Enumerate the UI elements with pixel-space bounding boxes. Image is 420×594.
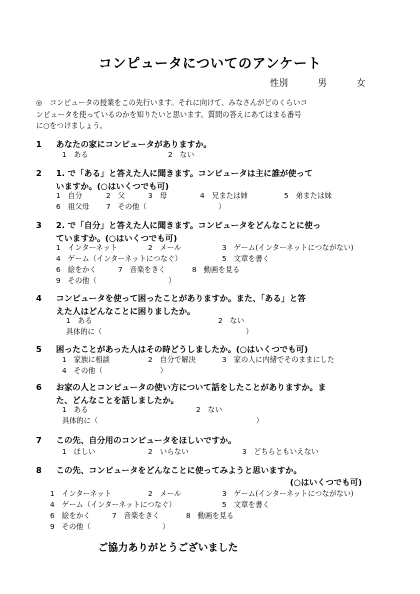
q6-option-1[interactable]: 1 ある — [62, 405, 89, 414]
q4-option-1[interactable]: 1 ある — [66, 316, 93, 325]
question-number: 8 — [36, 465, 42, 475]
q8-option-6[interactable]: 6 絵をかく — [50, 511, 91, 520]
gender-option-male[interactable]: 男 — [317, 79, 327, 89]
q1-option-1[interactable]: 1 ある — [62, 150, 89, 159]
q2-option-5[interactable]: 5 弟または妹 — [284, 191, 332, 200]
q8-option-7[interactable]: 7 音楽をきく — [112, 511, 160, 520]
question-5 — [36, 343, 396, 356]
gender-label: 性別 — [270, 79, 289, 89]
question-number: 1 — [36, 139, 42, 149]
closing-message: ご協力ありがとうございました — [98, 543, 238, 554]
question-text: ていますか。(○はいくつでも可) — [56, 232, 178, 243]
q3-option-6[interactable]: 6 絵をかく — [56, 265, 97, 274]
q8-option-8[interactable]: 8 動画を見る — [186, 511, 234, 520]
question-text: この先、自分用のコンピュータをほしいですか。 — [56, 435, 237, 445]
question-number: 7 — [36, 435, 42, 445]
q6-detail-field[interactable]: 具体的に（ ） — [62, 416, 264, 425]
q5-option-1[interactable]: 1 家族に相談 — [62, 355, 110, 364]
question-7 — [36, 434, 396, 447]
q2-option-7[interactable]: 7 その他（ ） — [106, 202, 226, 211]
q8-option-9[interactable]: 9 その他（ ） — [50, 522, 170, 531]
q1-option-2[interactable]: 2 ない — [168, 150, 195, 159]
q7-option-2[interactable]: 2 いらない — [148, 447, 189, 456]
q2-option-4[interactable]: 4 兄または姉 — [200, 191, 248, 200]
question-text: 2. で「自分」と答えた人に聞きます。コンピュータをどんなことに使っ — [56, 220, 321, 230]
question-2 — [36, 167, 396, 192]
q3-option-8[interactable]: 8 動画を見る — [192, 265, 240, 274]
page-title: コンピュータについてのアンケート — [98, 56, 322, 72]
q5-option-4[interactable]: 4 その他（ ） — [62, 366, 168, 375]
question-number: 2 — [36, 168, 42, 178]
q8-option-1[interactable]: 1 インターネット — [50, 489, 112, 498]
q6-option-2[interactable]: 2 ない — [196, 405, 223, 414]
question-text: コンピュータを使って困ったことがありますか。また、「ある」と答 — [56, 293, 306, 303]
question-1 — [36, 138, 396, 151]
q3-option-9[interactable]: 9 その他（ ） — [56, 276, 176, 285]
intro-text — [36, 97, 396, 132]
question-text: お家の人とコンピュータの使い方について話をしたことがありますか。ま — [56, 382, 327, 392]
q8-option-4[interactable]: 4 ゲーム（インターネットにつなぐ） — [50, 500, 176, 509]
q8-option-5[interactable]: 5 文章を書く — [222, 500, 270, 509]
question-8 — [36, 464, 396, 477]
q5-option-2[interactable]: 2 自分で解決 — [148, 355, 196, 364]
q3-option-3[interactable]: 3 ゲーム(インターネットにつながない) — [222, 243, 354, 252]
question-number: 3 — [36, 220, 42, 230]
question-text: 1. で「ある」と答えた人に聞きます。コンピュータは主に誰が使って — [56, 168, 313, 178]
q3-option-1[interactable]: 1 インターネット — [56, 243, 118, 252]
q4-option-2[interactable]: 2 ない — [218, 316, 245, 325]
q8-note: (○はいくつでも可) — [290, 477, 362, 487]
gender-option-female[interactable]: 女 — [356, 79, 366, 89]
q5-option-3[interactable]: 3 家の人に内緒でそのままにした — [222, 355, 335, 364]
q8-option-2[interactable]: 2 メール — [148, 489, 182, 498]
intro-line: ンピュータを使っているのかを知りたいと思います。質問の答えにあてはまる番号 — [36, 109, 302, 119]
intro-line: に○をつけましょう。 — [36, 121, 107, 130]
question-3 — [36, 219, 396, 244]
q2-option-6[interactable]: 6 祖父母 — [56, 202, 90, 211]
question-text: 困ったことがあった人はその時どうしましたか。(○はいくつでも可) — [56, 344, 308, 354]
q3-option-7[interactable]: 7 音楽をきく — [118, 265, 166, 274]
q7-option-1[interactable]: 1 ほしい — [62, 447, 96, 456]
q2-option-1[interactable]: 1 自分 — [56, 191, 83, 200]
question-number: 6 — [36, 382, 42, 392]
question-4 — [36, 292, 396, 317]
gender-field — [270, 76, 366, 89]
question-text: いますか。(○はいくつでも可) — [56, 180, 169, 191]
question-text: あなたの家にコンピュータがありますか。 — [56, 139, 212, 149]
q4-detail-field[interactable]: 具体的に（ ） — [66, 327, 253, 336]
question-text: た、どんなことを話しましたか。 — [56, 394, 179, 405]
q2-option-2[interactable]: 2 父 — [106, 191, 125, 200]
q3-option-5[interactable]: 5 文章を書く — [222, 254, 270, 263]
question-number: 4 — [36, 293, 42, 303]
question-6 — [36, 381, 396, 406]
q2-option-3[interactable]: 3 母 — [148, 191, 167, 200]
q3-option-4[interactable]: 4 ゲーム（インターネットにつなぐ） — [56, 254, 182, 263]
q3-option-2[interactable]: 2 メール — [148, 243, 182, 252]
question-number: 5 — [36, 344, 42, 354]
question-text: この先、コンピュータをどんなことに使ってみようと思いますか。 — [56, 465, 302, 475]
question-text: えた人はどんなことに困りましたか。 — [56, 305, 196, 316]
q7-option-3[interactable]: 3 どちらともいえない — [242, 447, 319, 456]
q8-option-3[interactable]: 3 ゲーム(インターネットにつながない) — [222, 489, 354, 498]
intro-line: ◎ コンピュータの授業をこの先行います。それに向けて、みなさんがどのくらいコ — [36, 98, 308, 107]
